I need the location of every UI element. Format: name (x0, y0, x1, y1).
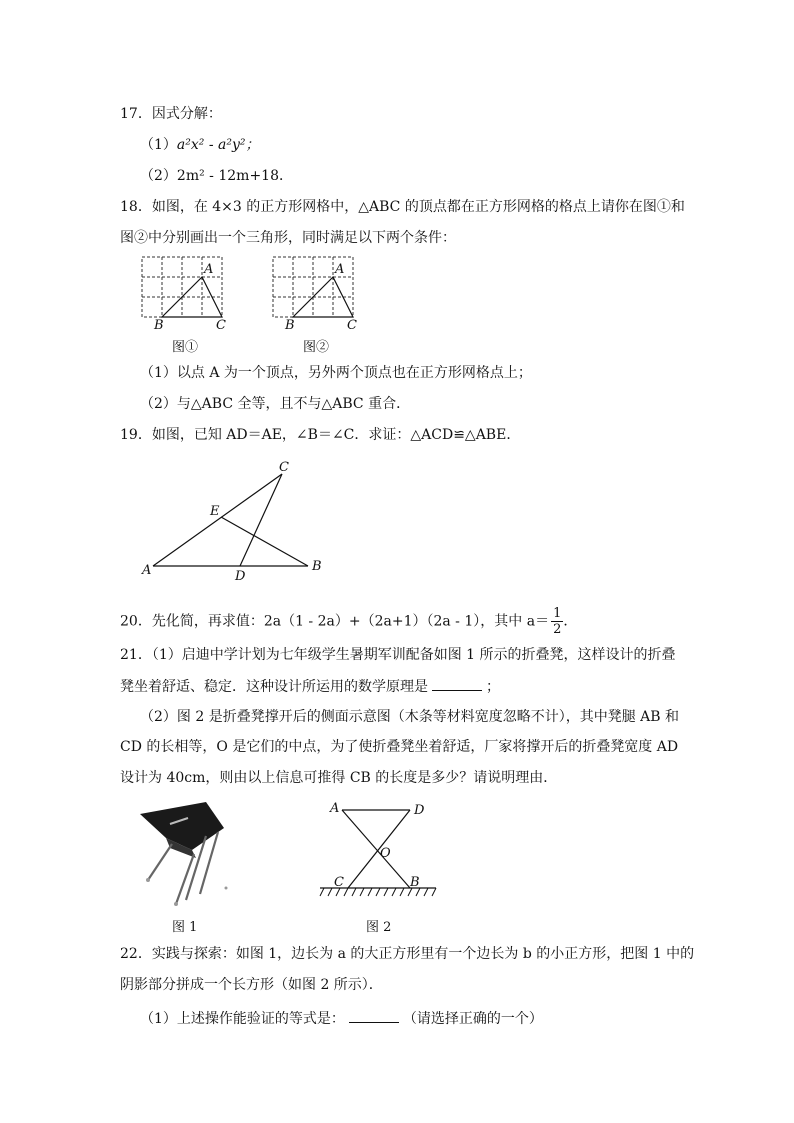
q17-part1-expr: a²x² ‑ a²y²； (176, 137, 260, 153)
q17-part1 (140, 135, 260, 155)
q17-part2 (140, 166, 293, 186)
q17-part2-expr: 2m² ‑ 12m+18． (176, 168, 293, 184)
q22-line2: 阴影部分拼成一个长方形（如图 2 所示）． (120, 977, 383, 993)
q21-label-a: A (330, 801, 340, 816)
q17-part2-label: （2） (140, 168, 177, 184)
q19-label-a: A (142, 563, 152, 578)
q18-fig2-label-a: A (335, 262, 345, 277)
q19-label-b: B (312, 559, 322, 574)
q18-fig1-label-a: A (204, 262, 214, 277)
q18-fig1-label-c: C (216, 318, 226, 333)
q21-label-o: O (380, 846, 391, 861)
q17-stem: 17．因式分解： (120, 106, 222, 122)
q18-fig1-caption: 图① (172, 340, 199, 355)
q18-stem-line2: 图②中分别画出一个三角形，同时满足以下两个条件： (120, 230, 456, 246)
q20-fraction (551, 606, 563, 637)
q18-fig2-caption: 图② (303, 340, 330, 355)
q20-text: 20．先化简，再求值：2a（1 ‑ 2a）+（2a+1）（2a ‑ 1），其中 a＝ (120, 613, 550, 630)
q20-stem (120, 606, 577, 637)
q22-line3-end: （请选择正确的一个） (402, 1011, 543, 1027)
q18-figure-2 (271, 255, 361, 333)
q18-figure-1 (140, 255, 230, 333)
q19-label-c: C (279, 460, 289, 475)
q21-label-d: D (414, 803, 425, 818)
q21-fig2-caption: 图 2 (366, 920, 392, 935)
q21-line2-text: 凳坐着舒适、稳定．这种设计所运用的数学原理是 (120, 679, 428, 695)
q18-condition-1: （1）以点 A 为一个顶点，另外两个顶点也在正方形网格点上； (140, 365, 532, 381)
q20-frac-numerator: 1 (553, 606, 562, 621)
q19-label-e: E (210, 504, 220, 519)
q21-line3: （2）图 2 是折叠凳撑开后的侧面示意图（木条等材料宽度忽略不计），其中凳腿 AB 和 (140, 709, 680, 725)
q21-label-c: C (334, 875, 344, 890)
q21-label-b: B (410, 875, 420, 890)
q22-line1: 22．实践与探索：如图 1，边长为 a 的大正方形里有一个边长为 b 的小正方形，把图 1 中的 (120, 946, 695, 962)
q17-part1-label: （1） (140, 137, 177, 153)
q20-end: ． (563, 613, 578, 630)
q21-line4: CD 的长相等，O 是它们的中点，为了使折叠凳坐着舒适，厂家将撑开后的折叠凳宽度 AD (120, 739, 679, 755)
q21-line2 (120, 676, 500, 697)
q19-figure (140, 460, 340, 585)
q22-line3 (140, 1008, 543, 1029)
q21-stool-photo (136, 800, 236, 910)
q21-answer-blank[interactable] (432, 676, 482, 691)
q19-stem: 19．如图，已知 AD＝AE，∠B＝∠C．求证：△ACD≌△ABE． (120, 427, 521, 443)
q18-stem-line1: 18．如图，在 4×3 的正方形网格中，△ABC 的顶点都在正方形网格的格点上请你在图①和 (120, 199, 685, 215)
q22-answer-blank[interactable] (349, 1008, 399, 1023)
q22-line3-text: （1）上述操作能验证的等式是： (140, 1011, 345, 1027)
q21-fig1-caption: 图 1 (172, 920, 198, 935)
q21-line1: 21．（1）启迪中学计划为七年级学生暑期军训配备如图 1 所示的折叠凳，这样设计的折叠 (120, 647, 676, 663)
q18-fig2-label-b: B (285, 318, 295, 333)
q19-label-d: D (235, 569, 246, 584)
q21-line2-end: ； (486, 679, 500, 695)
q21-stool-diagram (318, 800, 443, 910)
q20-frac-denominator: 2 (553, 622, 562, 637)
q18-condition-2: （2）与△ABC 全等，且不与△ABC 重合． (140, 396, 411, 412)
q18-fig1-label-b: B (154, 318, 164, 333)
q21-line5: 设计为 40cm，则由以上信息可推得 CB 的长度是多少？请说明理由． (120, 770, 558, 786)
q18-fig2-label-c: C (347, 318, 357, 333)
